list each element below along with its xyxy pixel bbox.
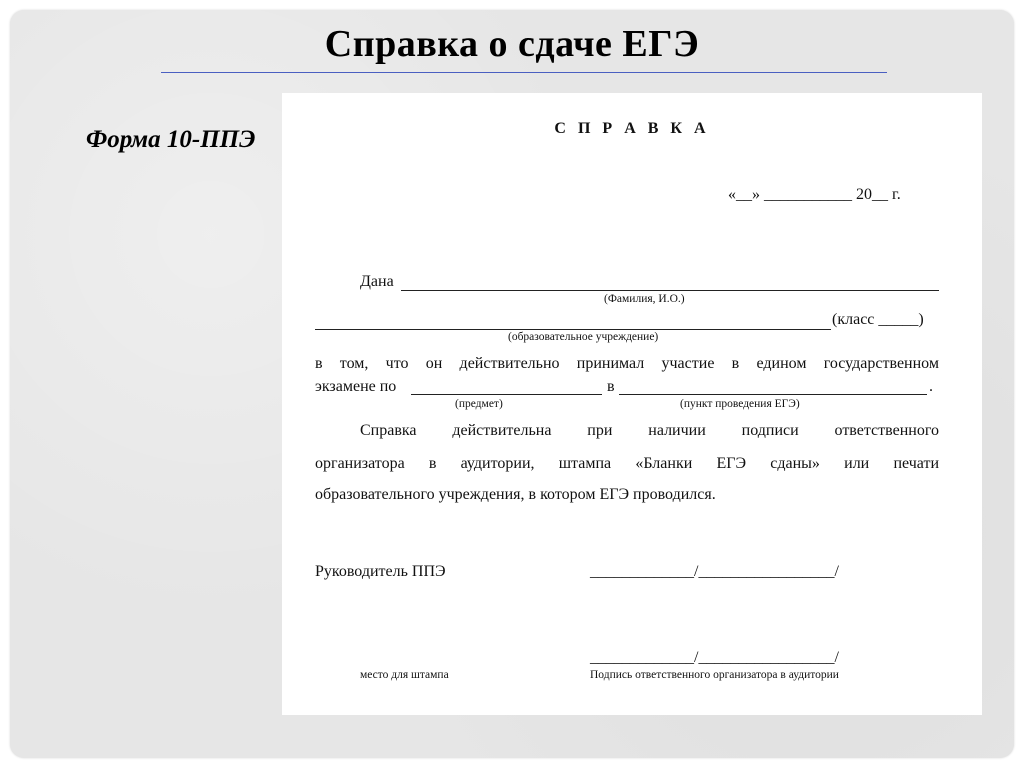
name-field-line (401, 290, 939, 291)
location-field-line (619, 394, 927, 395)
caption-location: (пункт проведения ЕГЭ) (680, 398, 800, 410)
validity-line-1: Справка действительна при наличии подписи ответственного (360, 422, 939, 439)
caption-name: (Фамилия, И.О.) (604, 293, 685, 305)
organizer-signature-caption: Подпись ответственного организатора в аудитории (590, 669, 839, 681)
document-heading: С П Р А В К А (554, 120, 710, 137)
participation-line-1: в том, что он действительно принимал участие в едином государственном (315, 355, 939, 372)
validity-line-3: образовательного учреждения, в котором ЕГЭ проводился. (315, 486, 716, 503)
subject-field-line (411, 394, 602, 395)
certificate-document (282, 93, 982, 715)
in-label: в (607, 378, 615, 395)
class-label: (класс _____) (832, 311, 924, 328)
title-underline (161, 72, 887, 73)
exam-in-label: экзамене по (315, 378, 397, 395)
caption-subject: (предмет) (455, 398, 503, 410)
form-label: Форма 10-ППЭ (86, 126, 256, 153)
organizer-signature-line: _____________/_________________/ (590, 649, 839, 666)
stamp-place-label: место для штампа (360, 669, 449, 681)
head-label: Руководитель ППЭ (315, 563, 446, 580)
date-line: «__» ___________ 20__ г. (728, 186, 901, 203)
slide-title: Справка о сдаче ЕГЭ (324, 23, 700, 65)
issued-to-label: Дана (360, 273, 394, 290)
caption-institution: (образовательное учреждение) (508, 331, 659, 343)
head-signature-line: _____________/_________________/ (590, 563, 839, 580)
period-mark: . (929, 378, 933, 395)
institution-field-line (315, 329, 831, 330)
validity-line-2: организатора в аудитории, штампа «Бланки ЕГЭ сданы» или печати (315, 455, 939, 472)
